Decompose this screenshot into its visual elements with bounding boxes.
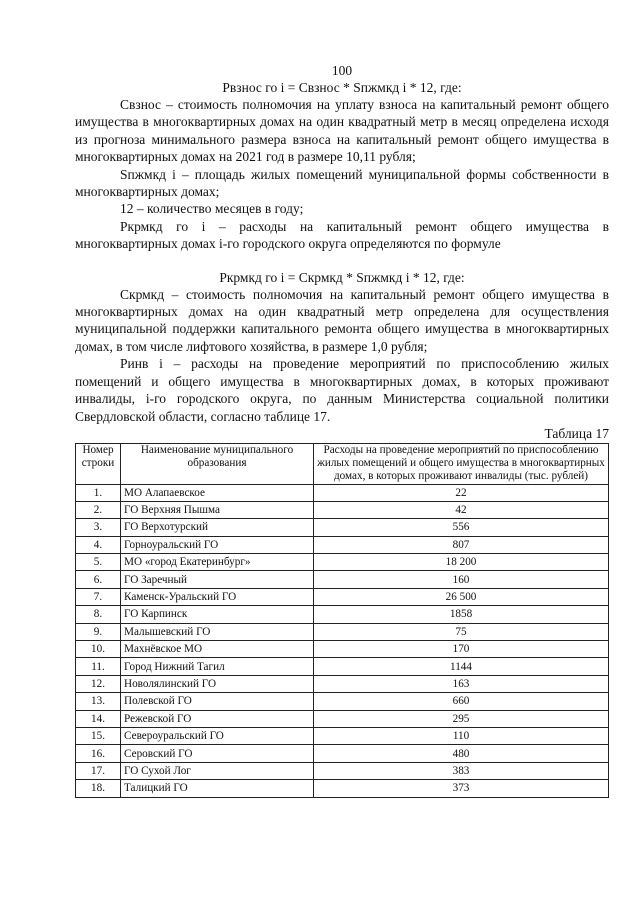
expense-value-cell: 556 bbox=[314, 519, 609, 536]
table-row bbox=[76, 501, 609, 518]
expense-value-cell: 42 bbox=[314, 501, 609, 518]
row-number-cell: 12. bbox=[76, 675, 121, 692]
municipality-name-cell: ГО Верхотурский bbox=[121, 519, 314, 536]
row-number-cell: 18. bbox=[76, 780, 121, 797]
municipality-name-cell: ГО Верхняя Пышма bbox=[121, 501, 314, 518]
table-row bbox=[76, 658, 609, 675]
expense-value-cell: 170 bbox=[314, 641, 609, 658]
paragraph-area: Sпжмкд i – площадь жилых помещений муниципальной формы собственности в многоквартирных домах; bbox=[75, 166, 609, 200]
municipality-name-cell: ГО Сухой Лог bbox=[121, 762, 314, 779]
row-number-cell: 14. bbox=[76, 710, 121, 727]
municipality-name-cell: ГО Заречный bbox=[121, 571, 314, 588]
header-municipality-name: Наименование муниципального образования bbox=[121, 443, 314, 484]
table-row bbox=[76, 571, 609, 588]
municipality-name-cell: Каменск-Уральский ГО bbox=[121, 588, 314, 605]
expense-value-cell: 660 bbox=[314, 693, 609, 710]
table-row bbox=[76, 519, 609, 536]
paragraph-contribution-cost: Свзнос – стоимость полномочия на уплату взноса на капитальный ремонт общего имущества в многоквартирных домах на один квадратный метр в месяц определена исходя из прогноза минимального размера взноса на капитальный ремонт общего имущества в многоквартирных домах на 2021 год в размере 10,11 рубля; bbox=[75, 97, 609, 165]
table-row bbox=[76, 762, 609, 779]
municipality-name-cell: МО Алапаевское bbox=[121, 484, 314, 501]
expense-value-cell: 18 200 bbox=[314, 554, 609, 571]
header-row-number: Номер строки bbox=[76, 443, 121, 484]
expense-value-cell: 75 bbox=[314, 623, 609, 640]
expenses-table bbox=[75, 443, 609, 798]
expense-value-cell: 383 bbox=[314, 762, 609, 779]
formula-repair: Ркрмкд го i = Скрмкд * Sпжмкд i * 12, где: bbox=[219, 269, 465, 285]
paragraph-repair-expenses: Ркрмкд го i – расходы на капитальный ремонт общего имущества в многоквартирных домах i-го городского округа определяются по формуле bbox=[75, 218, 609, 252]
municipality-name-cell: Новолялинский ГО bbox=[121, 675, 314, 692]
row-number-cell: 10. bbox=[76, 641, 121, 658]
table-row bbox=[76, 745, 609, 762]
row-number-cell: 5. bbox=[76, 554, 121, 571]
expense-value-cell: 22 bbox=[314, 484, 609, 501]
municipality-name-cell: Горноуральский ГО bbox=[121, 536, 314, 553]
municipality-name-cell: МО «город Екатеринбург» bbox=[121, 554, 314, 571]
header-expenses: Расходы на проведение мероприятий по приспособлению жилых помещений и общего имущества в многоквартирных домах, в которых проживают инвалиды (тыс. рублей) bbox=[314, 443, 609, 484]
municipality-name-cell: Полевской ГО bbox=[121, 693, 314, 710]
municipality-name-cell: Североуральский ГО bbox=[121, 727, 314, 744]
table-row bbox=[76, 780, 609, 797]
table-row bbox=[76, 675, 609, 692]
municipality-name-cell: Талицкий ГО bbox=[121, 780, 314, 797]
expense-value-cell: 807 bbox=[314, 536, 609, 553]
expense-value-cell: 1144 bbox=[314, 658, 609, 675]
expense-value-cell: 26 500 bbox=[314, 588, 609, 605]
row-number-cell: 7. bbox=[76, 588, 121, 605]
municipality-name-cell: Махнёвское МО bbox=[121, 641, 314, 658]
table-row bbox=[76, 554, 609, 571]
row-number-cell: 13. bbox=[76, 693, 121, 710]
page-number: 100 bbox=[331, 63, 353, 78]
table-row bbox=[76, 693, 609, 710]
expense-value-cell: 163 bbox=[314, 675, 609, 692]
row-number-cell: 6. bbox=[76, 571, 121, 588]
row-number-cell: 2. bbox=[76, 501, 121, 518]
municipality-name-cell: Малышевский ГО bbox=[121, 623, 314, 640]
table-row bbox=[76, 641, 609, 658]
table-caption: Таблица 17 bbox=[544, 425, 609, 441]
row-number-cell: 8. bbox=[76, 606, 121, 623]
row-number-cell: 15. bbox=[76, 727, 121, 744]
expense-value-cell: 110 bbox=[314, 727, 609, 744]
expense-value-cell: 1858 bbox=[314, 606, 609, 623]
table-row bbox=[76, 623, 609, 640]
municipality-name-cell: ГО Карпинск bbox=[121, 606, 314, 623]
paragraph-months: 12 – количество месяцев в году; bbox=[120, 201, 304, 217]
row-number-cell: 11. bbox=[76, 658, 121, 675]
municipality-name-cell: Город Нижний Тагил bbox=[121, 658, 314, 675]
formula-contribution: Рвзнос го i = Свзнос * Sпжмкд i * 12, где: bbox=[222, 80, 462, 95]
table-row bbox=[76, 606, 609, 623]
row-number-cell: 16. bbox=[76, 745, 121, 762]
table-row bbox=[76, 484, 609, 501]
table-body bbox=[76, 484, 609, 797]
table-row bbox=[76, 710, 609, 727]
row-number-cell: 1. bbox=[76, 484, 121, 501]
table-row bbox=[76, 588, 609, 605]
table-row bbox=[76, 727, 609, 744]
expense-value-cell: 160 bbox=[314, 571, 609, 588]
expense-value-cell: 295 bbox=[314, 710, 609, 727]
expense-value-cell: 480 bbox=[314, 745, 609, 762]
row-number-cell: 3. bbox=[76, 519, 121, 536]
expense-value-cell: 373 bbox=[314, 780, 609, 797]
municipality-name-cell: Режевской ГО bbox=[121, 710, 314, 727]
table-row bbox=[76, 536, 609, 553]
row-number-cell: 17. bbox=[76, 762, 121, 779]
document-page bbox=[75, 62, 609, 798]
municipality-name-cell: Серовский ГО bbox=[121, 745, 314, 762]
paragraph-repair-cost: Скрмкд – стоимость полномочия на капитальный ремонт общего имущества в многоквартирных домах на один квадратный метр определена для осуществления муниципальной поддержки капитального ремонта общего имущества в многоквартирных домах, в том числе лифтового хозяйства, в размере 1,0 рубля; bbox=[75, 286, 609, 354]
table-header-row bbox=[76, 443, 609, 484]
row-number-cell: 4. bbox=[76, 536, 121, 553]
row-number-cell: 9. bbox=[76, 623, 121, 640]
paragraph-disabled-expenses: Ринв i – расходы на проведение мероприятий по приспособлению жилых помещений и общего имущества в многоквартирных домах, в которых проживают инвалиды, i-го городского округа, по данным Министерства социальной политики Свердловской области, согласно таблице 17. bbox=[75, 356, 609, 424]
